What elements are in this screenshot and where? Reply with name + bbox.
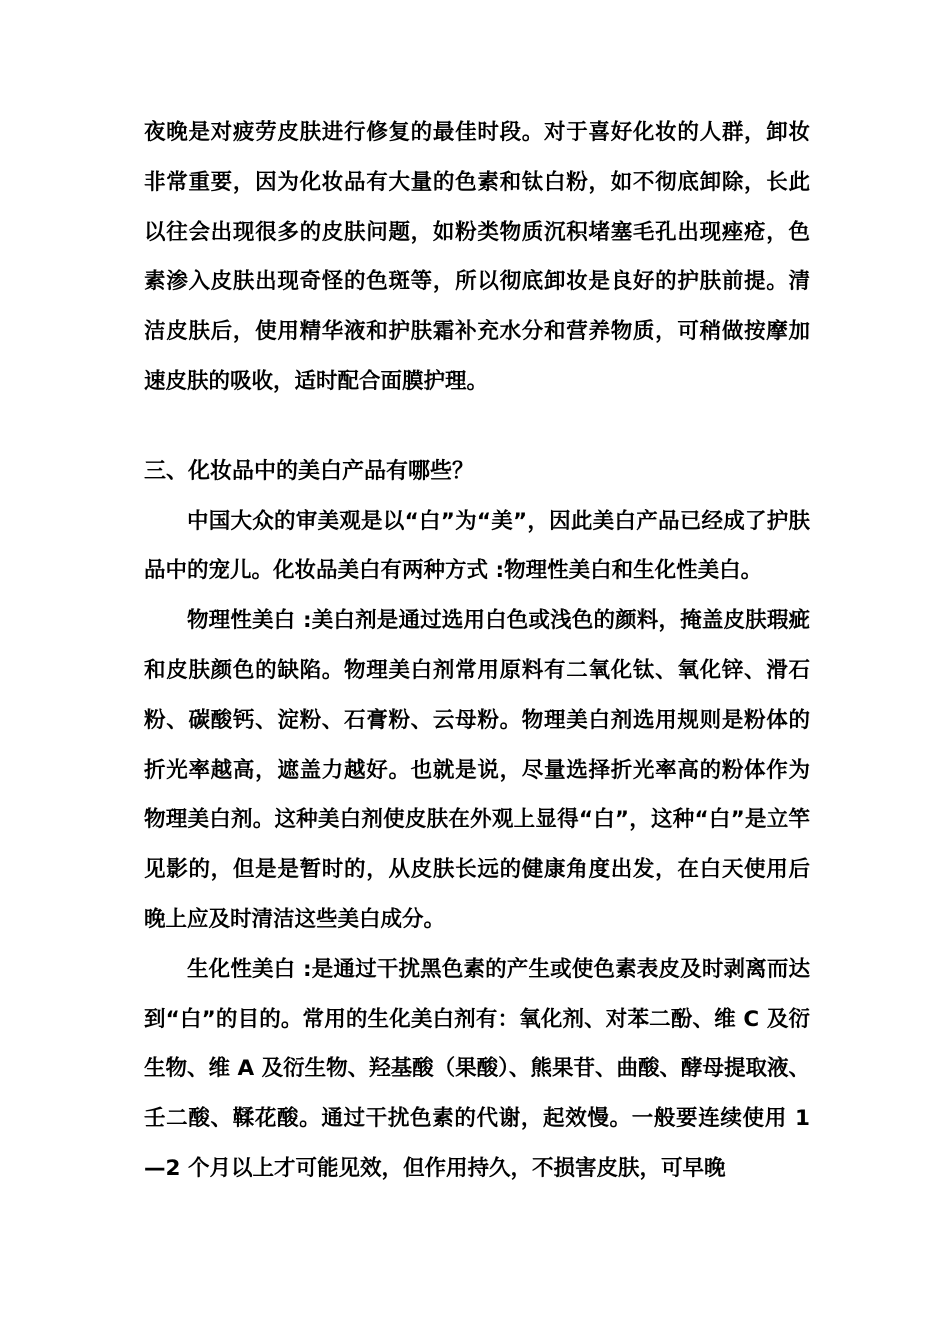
document-page — [144, 108, 810, 1194]
physical-whitening-paragraph: 物理性美白 :美白剂是通过选用白色或浅色的颜料，掩盖皮肤瑕疵和皮肤颜色的缺陷。物理美白剂常用原料有二氧化钛、氧化锌、滑石粉、碳酸钙、淀粉、石膏粉、云母粉。物理美白剂选用规则是粉体的折光率越高，遮盖力越好。也就是说，尽量选择折光率高的粉体作为物理美白剂。这种美白剂使皮肤在外观上显得“白”，这种“白”是立竿见影的，但是是暂时的，从皮肤长远的健康角度出发，在白天使用后晚上应及时清洁这些美白成分。 — [144, 608, 810, 932]
whitening-intro-paragraph: 中国大众的审美观是以“白”为“美”，因此美白产品已经成了护肤品中的宠儿。化妆品美白有两种方式 :物理性美白和生化性美白。 — [144, 508, 810, 584]
section-heading: 三、化妆品中的美白产品有哪些？ — [144, 458, 475, 484]
intro-paragraph: 夜晚是对疲劳皮肤进行修复的最佳时段。对于喜好化妆的人群，卸妆非常重要，因为化妆品有大量的色素和钛白粉，如不彻底卸除，长此以往会出现很多的皮肤问题，如粉类物质沉积堵塞毛孔出现痤疮，色素渗入皮肤出现奇怪的色斑等，所以彻底卸妆是良好的护肤前提。清洁皮肤后，使用精华液和护肤霜补充水分和营养物质，可稍做按摩加速皮肤的吸收，适时配合面膜护理。 — [144, 120, 810, 394]
biochemical-whitening-paragraph: 生化性美白 :是通过干扰黑色素的产生或使色素表皮及时剥离而达到“白”的目的。常用的生化美白剂有：氧化剂、对苯二酚、维 C 及衍生物、维 A 及衍生物、羟基酸（果酸）、熊果苷、曲酸、酵母提取液、壬二酸、鞣花酸。通过干扰色素的代谢，起效慢。一般要连续使用 1—2 个月以上才可能见效，但作用持久，不损害皮肤，可早晚 — [144, 956, 810, 1181]
